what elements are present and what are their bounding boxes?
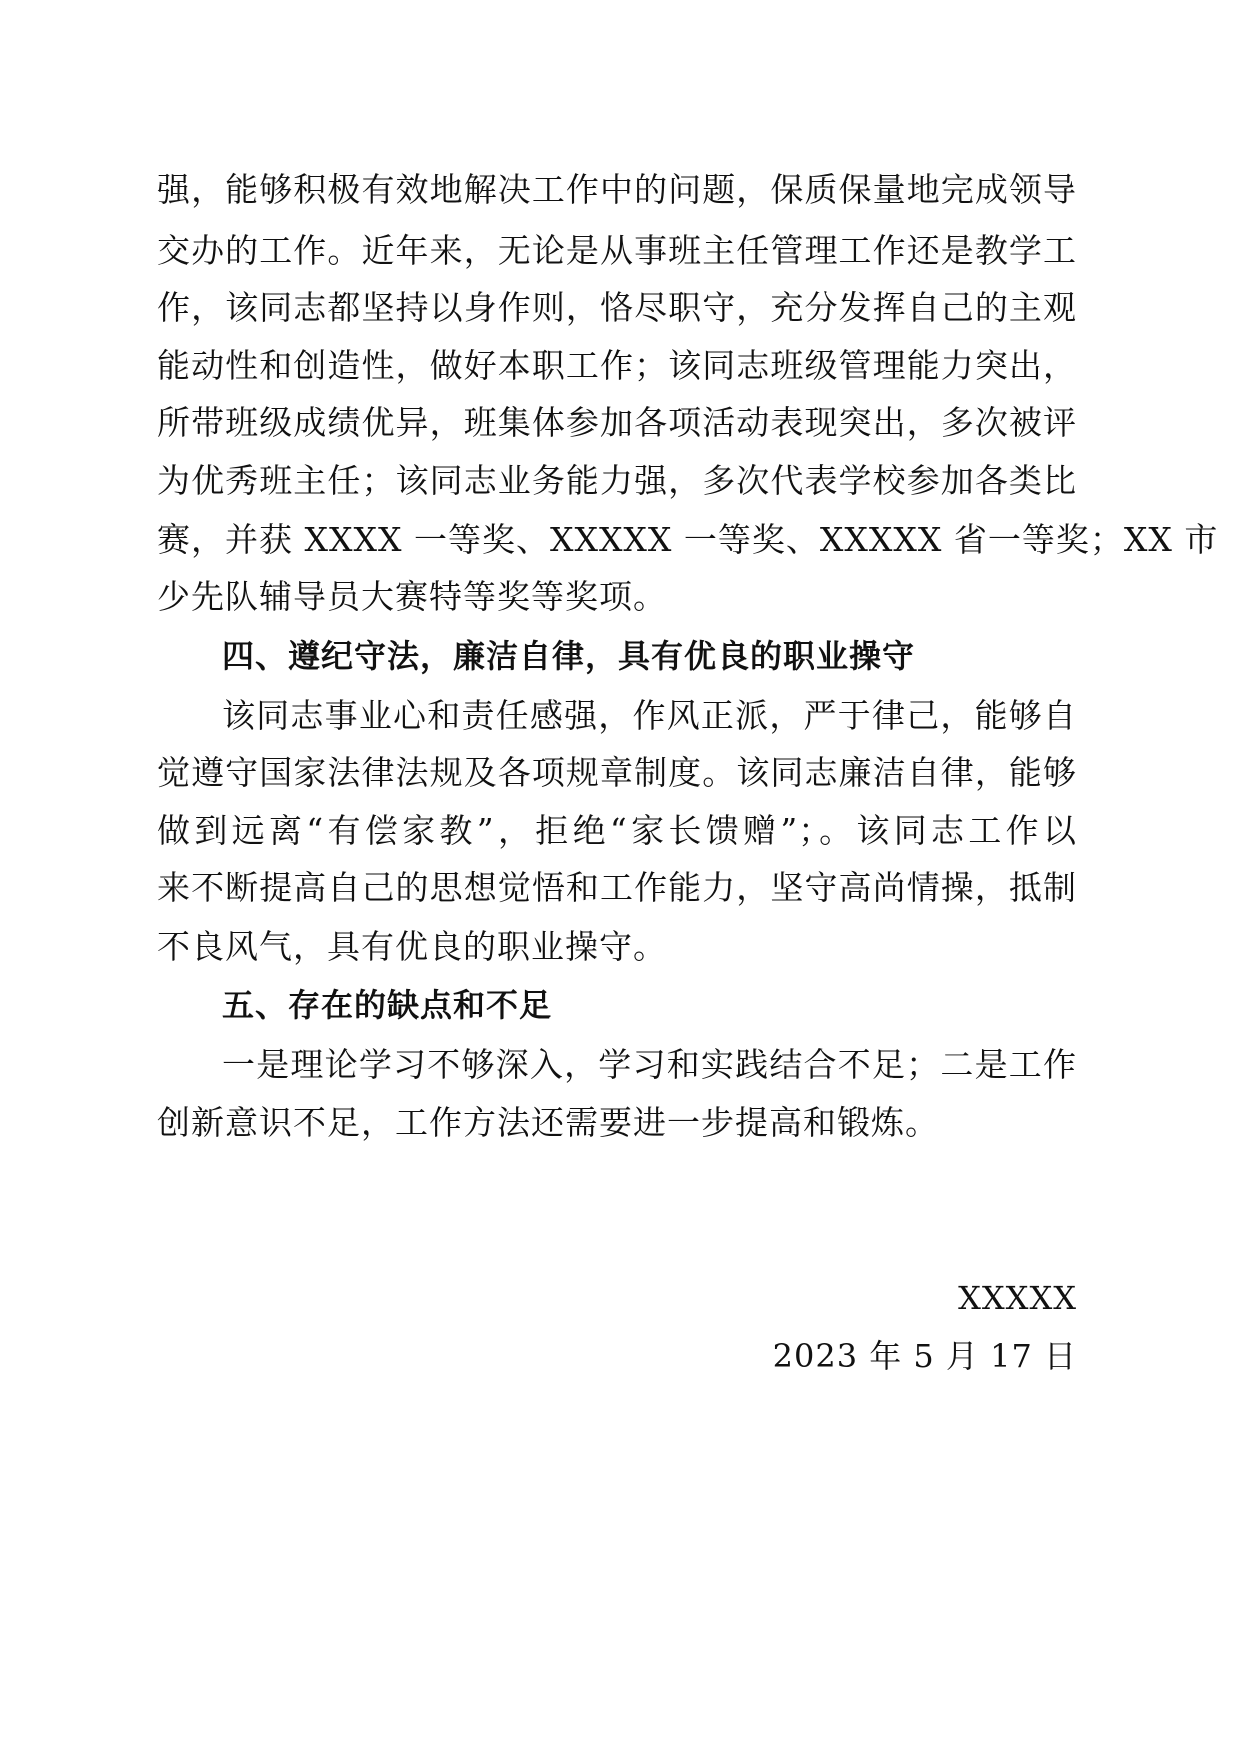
paragraph-line: 一是理论学习不够深入，学习和实践结合不足；二是工作: [222, 1045, 1077, 1084]
paragraph-line: 少先队辅导员大赛特等奖等奖项。: [157, 577, 667, 616]
paragraph-line: 该同志事业心和责任感强，作风正派，严于律己，能够自: [222, 696, 1077, 735]
signature-date: 2023 年 5 月 17 日: [772, 1337, 1077, 1375]
paragraph-line: 创新意识不足，工作方法还需要进一步提高和锻炼。: [157, 1103, 939, 1142]
paragraph-line: 作，该同志都坚持以身作则，恪尽职守，充分发挥自己的主观: [157, 288, 1077, 327]
paragraph-line: 所带班级成绩优异，班集体参加各项活动表现突出，多次被评: [157, 403, 1077, 442]
section-4-heading: 四、遵纪守法，廉洁自律，具有优良的职业操守: [222, 637, 916, 675]
section-5-heading: 五、存在的缺点和不足: [222, 986, 553, 1024]
paragraph-line: 能动性和创造性，做好本职工作；该同志班级管理能力突出，: [157, 346, 1077, 385]
paragraph-line: 觉遵守国家法律法规及各项规章制度。该同志廉洁自律，能够: [157, 753, 1077, 792]
paragraph-line: 来不断提高自己的思想觉悟和工作能力，坚守高尚情操，抵制: [157, 868, 1077, 907]
signature-name: XXXXX: [958, 1279, 1077, 1317]
paragraph-line: 强，能够积极有效地解决工作中的问题，保质保量地完成领导: [157, 170, 1077, 209]
paragraph-line: 为优秀班主任；该同志业务能力强，多次代表学校参加各类比: [157, 461, 1077, 500]
paragraph-line: 赛，并获 XXXX 一等奖、XXXXX 一等奖、XXXXX 省一等奖；XX 市: [157, 520, 1219, 559]
paragraph-line: 不良风气，具有优良的职业操守。: [157, 927, 667, 966]
paragraph-line: 交办的工作。近年来，无论是从事班主任管理工作还是教学工: [157, 231, 1077, 270]
paragraph-line: 做到远离“有偿家教”，拒绝“家长馈赠”；。该同志工作以: [157, 811, 1077, 850]
